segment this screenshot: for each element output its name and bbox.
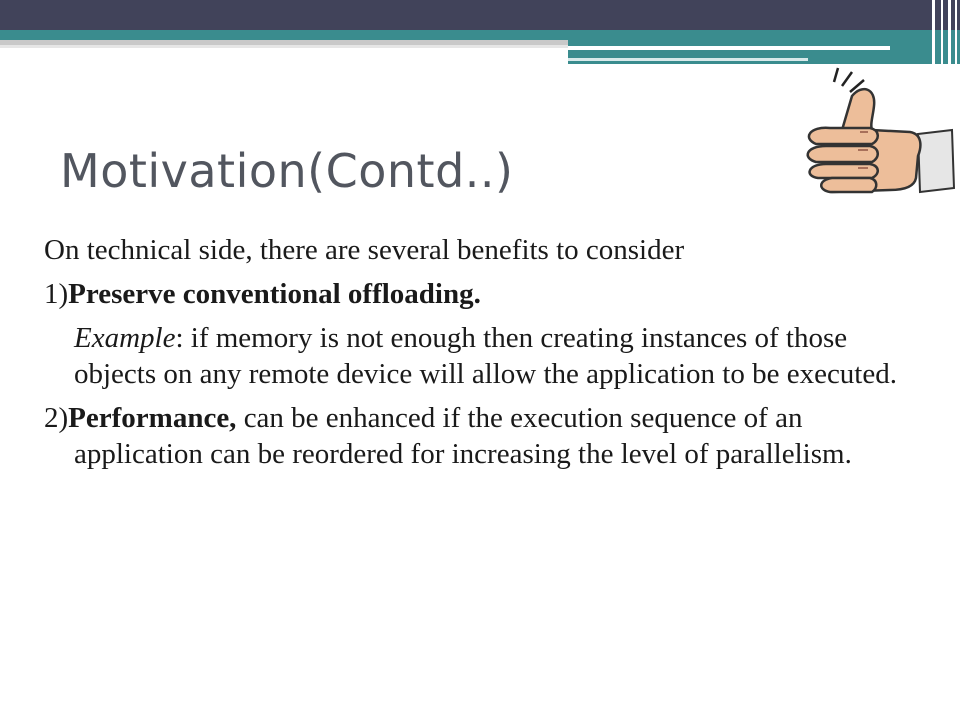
header-stripe	[932, 0, 935, 64]
example-text: : if memory is not enough then creating instances of those objects on any remote device will allow the application to be executed.	[74, 322, 897, 390]
point-2	[44, 400, 924, 472]
intro-text: On technical side, there are several benefits to consider	[44, 234, 685, 266]
point-2-heading: Performance,	[68, 402, 237, 434]
header-white-line	[568, 46, 890, 50]
point-2-text: can be enhanced if the execution sequence of an application can be reordered for increasing the level of parallelism.	[74, 402, 852, 470]
header-stripe	[955, 0, 957, 64]
point-1	[44, 276, 924, 312]
header-stripe	[948, 0, 951, 64]
header-bar-teal	[0, 30, 960, 40]
slide-title: Motivation(Contd..)	[60, 144, 514, 198]
point-2-number: 2)	[44, 402, 69, 434]
point-1-heading: Preserve conventional offloading.	[68, 278, 481, 310]
header-bar-light	[0, 45, 568, 48]
header-bar-dark	[0, 0, 960, 30]
point-1-number: 1)	[44, 278, 69, 310]
slide-body	[44, 232, 924, 480]
thumbs-up-icon	[780, 66, 960, 206]
example-label: Example	[74, 322, 176, 354]
header-stripe	[941, 0, 943, 64]
header-white-line-2	[568, 58, 808, 61]
point-1-example	[44, 320, 924, 392]
